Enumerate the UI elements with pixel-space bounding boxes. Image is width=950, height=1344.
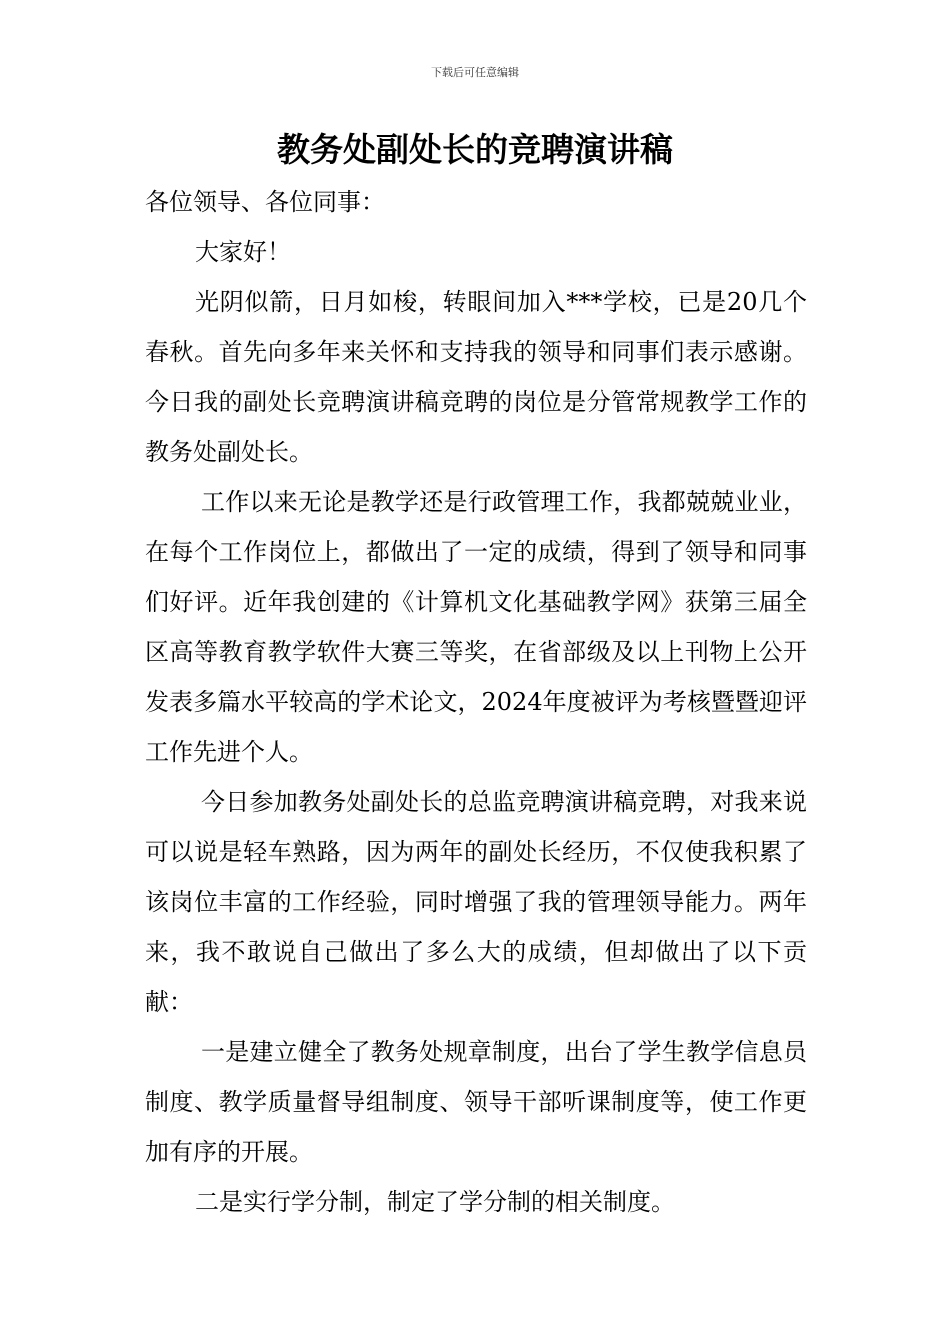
body-paragraph-achievements: 工作以来无论是教学还是行政管理工作，我都兢兢业业，在每个工作岗位上，都做出了一定的成绩，得到了领导和同事们好评。近年我创建的《计算机文化基础教学网》获第三届全区高等教育教学软件大赛三等奖，在省部级及以上刊物上公开发表多篇水平较高的学术论文，2024年度被评为考核暨暨迎评工作先进个人。: [145, 488, 807, 766]
body-paragraph-introduction: 光阴似箭，日月如梭，转眼间加入***学校，已是20几个春秋。首先向多年来关怀和支持我的领导和同事们表示感谢。今日我的副处长竞聘演讲稿竞聘的岗位是分管常规教学工作的教务处副处长。: [145, 288, 807, 466]
body-paragraph-contribution-one: 一是建立健全了教务处规章制度，出台了学生教学信息员制度、教学质量督导组制度、领导干部听课制度等，使工作更加有序的开展。: [145, 1038, 807, 1166]
document-body: [145, 177, 807, 1227]
greeting-paragraph: 大家好！: [195, 238, 291, 266]
body-paragraph-contribution-two: 二是实行学分制，制定了学分制的相关制度。: [195, 1188, 675, 1216]
salutation-paragraph: 各位领导、各位同事：: [145, 188, 385, 216]
document-title: 教务处副处长的竞聘演讲稿: [277, 130, 673, 169]
header-note: 下载后可任意编辑: [431, 66, 519, 79]
body-paragraph-experience: 今日参加教务处副处长的总监竞聘演讲稿竞聘，对我来说可以说是轻车熟路，因为两年的副处长经历，不仅使我积累了该岗位丰富的工作经验，同时增强了我的管理领导能力。两年来，我不敢说自己做出了多么大的成绩，但却做出了以下贡献：: [145, 788, 807, 1016]
